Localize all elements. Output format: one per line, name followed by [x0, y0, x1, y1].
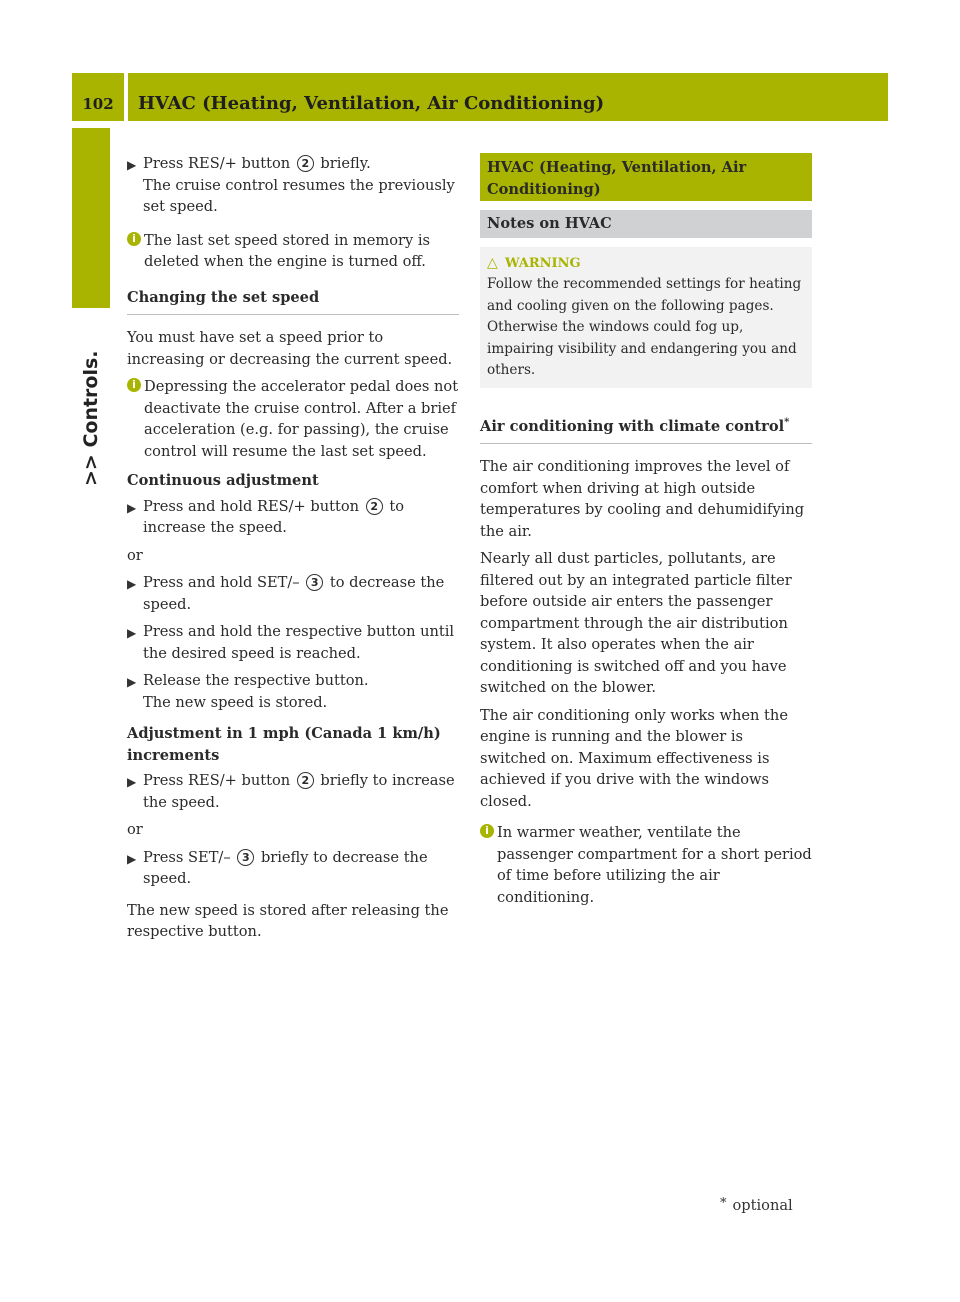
button-number-2-icon: 2: [366, 498, 383, 515]
info-note: [127, 376, 459, 462]
step-res-briefly: [127, 770, 459, 813]
step-result: The cruise control resumes the previously set speed.: [143, 176, 455, 215]
step-arrow-icon: ▶: [127, 775, 137, 789]
section-title-changing: Changing the set speed: [127, 287, 459, 316]
step-press-res: [127, 153, 459, 218]
step-arrow-icon: ▶: [127, 500, 137, 515]
left-column: [127, 153, 459, 949]
warning-heading: [487, 253, 804, 275]
step-hold-set: [127, 572, 459, 615]
side-tab: [72, 128, 110, 308]
subheading-continuous: Continuous adjustment: [127, 472, 319, 489]
info-text: Depressing the accelerator pedal does not deactivate the cruise control. After a brief acceleration (e.g. for passing), the cruise control will resume the last set speed.: [144, 378, 459, 460]
step-text: Press RES/+ button: [143, 772, 291, 789]
header-title: HVAC (Heating, Ventilation, Air Conditioning): [138, 93, 605, 114]
step-text: Press RES/+ button: [143, 155, 291, 172]
section-title-ac: [480, 412, 812, 445]
step-set-briefly: [127, 847, 459, 890]
paragraph: You must have set a speed prior to increasing or decreasing the current speed.: [127, 329, 453, 368]
warning-text: Follow the recommended settings for heating and cooling given on the following pages. Otherwise the windows could fog up, impairing visibility and endangering you and others.: [487, 276, 802, 378]
step-text: Press SET/–: [143, 848, 231, 866]
warning-triangle-icon: △: [487, 254, 498, 271]
button-number-2-icon: 2: [297, 772, 314, 789]
step-text: to decrease the speed.: [143, 574, 445, 613]
step-text: Press and hold SET/–: [143, 574, 300, 591]
footnote-text: optional: [732, 1197, 793, 1214]
step-arrow-icon: ▶: [127, 577, 137, 591]
side-label: >> Controls.: [80, 350, 102, 486]
section-title-text: Air conditioning with climate control: [480, 417, 785, 435]
info-icon: i: [127, 232, 141, 246]
step-text: Release the respective button.: [143, 672, 369, 689]
info-note: [127, 230, 459, 273]
page-header: [72, 73, 888, 121]
button-number-3-icon: 3: [306, 574, 323, 591]
footnote-mark: *: [720, 1196, 727, 1211]
step-arrow-icon: ▶: [127, 675, 137, 689]
step-hold-until: [127, 621, 459, 664]
step-text: briefly to decrease the speed.: [143, 848, 428, 887]
step-hold-res: [127, 496, 459, 539]
info-icon: i: [127, 378, 141, 392]
step-text: Press and hold the respective button until the desired speed is reached.: [143, 623, 455, 662]
info-note: [480, 822, 812, 908]
step-text: Press and hold RES/+ button: [143, 497, 360, 515]
button-number-2-icon: 2: [297, 155, 314, 172]
step-arrow-icon: ▶: [127, 158, 137, 172]
step-text: briefly to increase the speed.: [143, 772, 455, 811]
paragraph: The new speed is stored after releasing the respective button.: [127, 901, 449, 940]
info-text: In warmer weather, ventilate the passenger compartment for a short period of time before utilizing the air conditioning.: [497, 824, 812, 906]
info-icon: i: [480, 824, 494, 838]
subheading-increments: Adjustment in 1 mph (Canada 1 km/h) increments: [127, 725, 441, 764]
or-text: or: [127, 821, 143, 838]
section-box-title: HVAC (Heating, Ventilation, Air Conditioning): [480, 153, 812, 201]
paragraph: Nearly all dust particles, pollutants, are filtered out by an integrated particle filter before outside air enters the passenger compartment through the air distribution system. It also operates when the air conditioning is switched off and you have switched on the blower.: [480, 550, 792, 696]
step-text: briefly.: [320, 155, 371, 172]
step-arrow-icon: ▶: [127, 851, 137, 866]
paragraph: The air conditioning improves the level of comfort when driving at high outside temperatures by cooling and dehumidifying the air.: [480, 458, 805, 540]
warning-label: WARNING: [505, 255, 581, 271]
step-release: [127, 670, 459, 713]
button-number-3-icon: 3: [237, 849, 254, 866]
step-text: to increase the speed.: [143, 497, 404, 536]
step-arrow-icon: ▶: [127, 626, 137, 640]
footnote: [720, 1196, 793, 1214]
optional-mark: *: [784, 416, 790, 428]
warning-box: [480, 247, 812, 388]
section-box-subtitle: Notes on HVAC: [480, 210, 812, 238]
right-column: [480, 153, 812, 916]
paragraph: The air conditioning only works when the engine is running and the blower is switched on. Maximum effectiveness is achieved if you drive with the windows closed.: [480, 706, 788, 810]
page-number: 102: [82, 95, 114, 113]
header-divider: [124, 73, 128, 121]
or-text: or: [127, 546, 143, 564]
step-result: The new speed is stored.: [143, 693, 328, 711]
info-text: The last set speed stored in memory is deleted when the engine is turned off.: [144, 231, 431, 270]
